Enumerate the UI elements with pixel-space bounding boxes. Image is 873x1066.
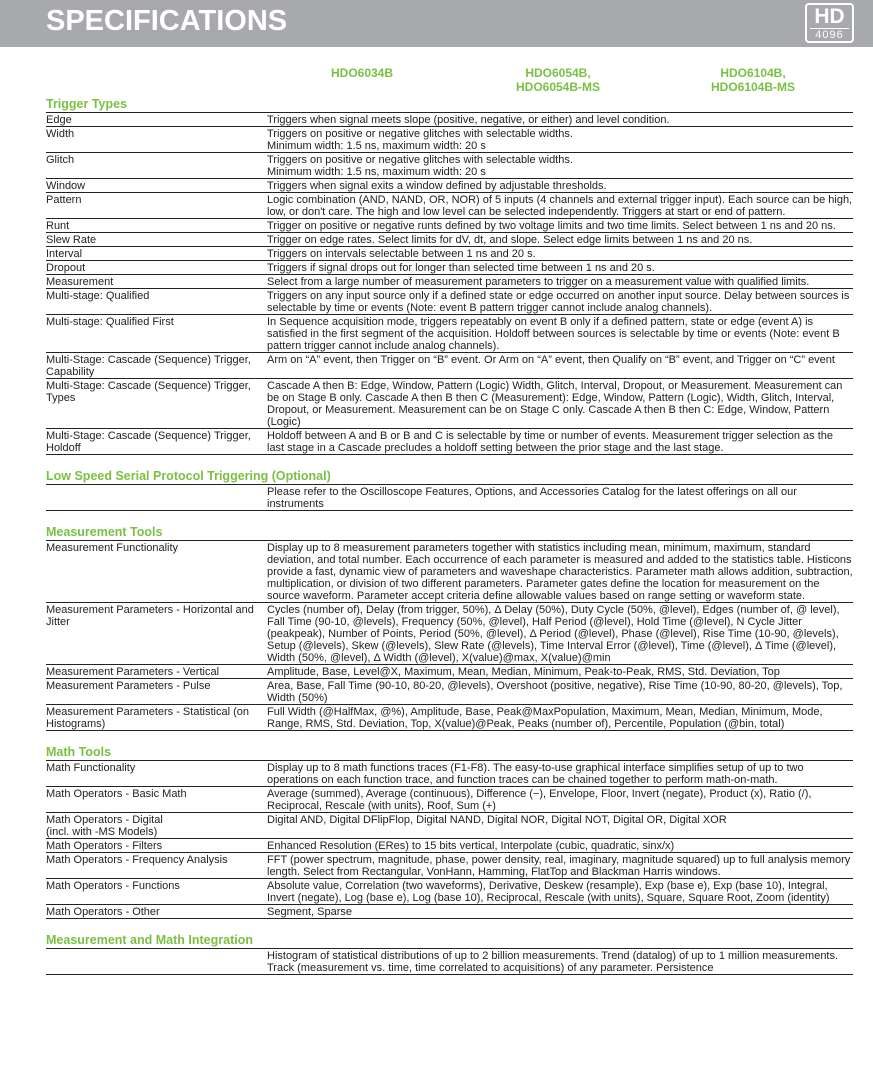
section-title: Trigger Types [46,97,128,111]
spec-row [46,948,853,975]
spec-value: Arm on “A” event, then Trigger on “B” event. Or Arm on “A” event, then Qualify on “B” event, and Trigger on “C” event [267,354,835,366]
spec-label: Interval [46,248,83,260]
spec-label: Math Operators - Filters [46,840,163,852]
spec-label: Slew Rate [46,234,97,246]
spec-label: Glitch [46,154,75,166]
spec-row [46,379,853,429]
spec-row [46,179,853,193]
spec-label [46,949,267,974]
spec-row [46,787,853,813]
spec-value: FFT (power spectrum, magnitude, phase, power density, real, imaginary, magnitude squared) up to full analysis memory length. Select from Rectangular, VonHann, Hamming, FlatTop and Blackman Harris windows. [267,854,851,878]
spec-label: Width [46,128,75,140]
spec-value: Area, Base, Fall Time (90-10, 80-20, @levels), Overshoot (positive, negative), Rise Time (10-90, 80-20, @levels), Top, Width (50%) [267,680,843,704]
model-name-ms: HDO6104B-MS [710,80,796,94]
spec-label: Math Operators - Frequency Analysis [46,854,228,866]
spec-label: Multi-stage: Qualified First [46,316,174,328]
spec-value: Triggers on positive or negative glitches with selectable widths. Minimum width: 1.5 ns, maximum width: 20 s [267,128,573,152]
spec-row [46,289,853,315]
spec-value: Trigger on edge rates. Select limits for dV, dt, and slope. Select edge limits between 1 ns and 20 ns. [267,234,753,246]
spec-label: Measurement [46,276,114,288]
spec-row [46,219,853,233]
section-title: Measurement and Math Integration [46,933,253,947]
spec-value: Triggers if signal drops out for longer than selected time between 1 ns and 20 s. [267,262,655,274]
spec-table [46,97,853,975]
spec-value: Amplitude, Base, Level@X, Maximum, Mean, Median, Minimum, Peak-to-Peak, RMS, Std. Deviation, Top [267,666,780,678]
spec-section [46,745,853,919]
spec-label: Dropout [46,262,86,274]
spec-value: Display up to 8 measurement parameters together with statistics including mean, minimum, maximum, standard deviation, and total number. Each occurrence of each parameter is measured and added to the statistics table. Histicons provide a fast, dynamic view of parameters and waveshape characteristics. Parameter math allows addition, subtraction, multiplication, or division of two different parameters. Parameter gates define the location for measurement on the source waveform. Parameter accept criteria define allowable values based on range setting or waveform state. [267,542,853,602]
section-title: Measurement Tools [46,525,163,539]
model-name: HDO6054B, [525,66,591,80]
page-header [0,0,873,47]
spec-label: Measurement Parameters - Horizontal and Jitter [46,604,254,628]
spec-value: Cycles (number of), Delay (from trigger, 50%), Δ Delay (50%), Duty Cycle (50%, @level), Edges (number of, @ level), Fall Time (90-10, @levels), Frequency (50%, @level), Half Period (@level), Hold Time (@level), N Cycle Jitter (peakpeak), Number of Points, Period (50%, @level), Δ Period (@level), Phase (@level), Rise Time (10-90, @levels), Setup (@levels), Skew (@levels), Slew Rate (@levels), Time Interval Error (@level), Time (@level), Δ Time (@level), Width (50%, @level), Δ Width (@level), X(value)@max, X(value)@min [267,604,840,664]
spec-value: Triggers on intervals selectable between 1 ns and 20 s. [267,248,536,260]
spec-label: Multi-Stage: Cascade (Sequence) Trigger, Holdoff [46,430,251,454]
spec-row [46,247,853,261]
spec-row [46,879,853,905]
hd-logo-text: HD [814,5,845,28]
spec-row [46,484,853,511]
spec-label: Measurement Parameters - Pulse [46,680,211,692]
spec-row [46,112,853,127]
spec-value: Display up to 8 math functions traces (F1-F8). The easy-to-use graphical interface simplifies setup of up to two operations on each function trace, and function traces can be chained together to perform math-on-math. [267,762,804,786]
spec-label [46,485,267,510]
spec-value: In Sequence acquisition mode, triggers repeatably on event B only if a defined pattern, state or edge (event A) is satisfied in the first segment of the acquisition. Holdoff between sources is selectable by time or events (Note: event B pattern trigger cannot include analog channels). [267,316,840,352]
spec-section [46,933,853,975]
spec-value: Full Width (@HalfMax, @%), Amplitude, Base, Peak@MaxPopulation, Maximum, Mean, Median, Minimum, Mode, Range, RMS, Std. Deviation, Top, X(value)@Peak, Peaks (number of), Percentile, Population (@bin, total) [267,706,823,730]
spec-label: Measurement Parameters - Vertical [46,666,220,678]
spec-label: Edge [46,114,72,126]
spec-row [46,261,853,275]
spec-row [46,665,853,679]
section-title: Low Speed Serial Protocol Triggering (Optional) [46,469,331,483]
spec-value: Logic combination (AND, NAND, OR, NOR) of 5 inputs (4 channels and external trigger input). Each source can be high, low, or don't care. The high and low level can be selected independently. Triggers at start or end of pattern. [267,194,853,218]
spec-label: Measurement Functionality [46,542,179,554]
spec-value: Trigger on positive or negative runts defined by two voltage limits and two time limits. Select between 1 ns and 20 ns. [267,220,836,232]
spec-label: Math Operators - Basic Math [46,788,187,800]
spec-value: Histogram of statistical distributions of up to 2 billion measurements. Trend (datalog) of up to 1 million measurements. Track (measurement vs. time, time correlated to acquisitions) of any parameter. Persistence [267,950,839,974]
spec-row [46,233,853,247]
spec-row [46,193,853,219]
spec-row [46,275,853,289]
spec-label: Math Operators - Digital (incl. with -MS Models) [46,814,163,838]
spec-section [46,469,853,511]
model-column-1 [282,66,442,80]
spec-section [46,97,853,455]
section-title: Math Tools [46,745,112,759]
spec-row [46,839,853,853]
model-column-3 [673,66,833,94]
model-column-2 [478,66,638,94]
spec-row [46,315,853,353]
spec-label: Runt [46,220,70,232]
model-name-ms: HDO6054B-MS [515,80,601,94]
spec-label: Math Operators - Other [46,906,160,918]
spec-row [46,853,853,879]
spec-value: Holdoff between A and B or B and C is selectable by time or number of events. Measurement trigger selection as the last stage in a Cascade precludes a holdoff setting between the prior stage and the last stage. [267,430,833,454]
spec-label: Window [46,180,86,192]
spec-value: Cascade A then B: Edge, Window, Pattern (Logic) Width, Glitch, Interval, Dropout, or Measurement. Measurement can be on Stage B only. Cascade A then B then C (Measurement): Edge, Window, Pattern (Logic), Width, Glitch, Interval, Dropout, or Measurement. Measurement can be on Stage C only. Cascade A then B then C: Edge, Window, Pattern (Logic) [267,380,843,428]
spec-row [46,760,853,787]
spec-label: Pattern [46,194,82,206]
spec-value: Average (summed), Average (continuous), Difference (−), Envelope, Floor, Invert (negate), Product (x), Ratio (/), Reciprocal, Rescale (with units), Roof, Sum (+) [267,788,812,812]
spec-value: Triggers when signal exits a window defined by adjustable thresholds. [267,180,607,192]
spec-value: Digital AND, Digital DFlipFlop, Digital NAND, Digital NOR, Digital NOT, Digital OR, Digital XOR [267,814,727,826]
spec-value: Please refer to the Oscilloscope Features, Options, and Accessories Catalog for the latest offerings on all our instruments [267,486,797,510]
spec-label: Multi-stage: Qualified [46,290,150,302]
page-title: SPECIFICATIONS [46,5,288,37]
spec-label: Multi-Stage: Cascade (Sequence) Trigger, Types [46,380,251,404]
model-name: HDO6104B, [720,66,786,80]
spec-row [46,540,853,603]
spec-row [46,353,853,379]
spec-value: Triggers on any input source only if a defined state or edge occurred on another input source. Delay between sources is selectable by time or events (Note: event B pattern trigger cannot include analog channels). [267,290,850,314]
spec-value: Triggers on positive or negative glitches with selectable widths. Minimum width: 1.5 ns, maximum width: 20 s [267,154,573,178]
model-name: HDO6034B [330,66,394,80]
spec-row [46,603,853,665]
spec-value: Segment, Sparse [267,906,352,918]
spec-value: Enhanced Resolution (ERes) to 15 bits vertical, Interpolate (cubic, quadratic, sinx/x) [267,840,675,852]
hd-logo-number: 4096 [810,28,849,41]
spec-row [46,813,853,839]
spec-label: Math Operators - Functions [46,880,180,892]
spec-row [46,905,853,919]
spec-row [46,679,853,705]
spec-row [46,429,853,455]
spec-label: Measurement Parameters - Statistical (on Histograms) [46,706,249,730]
spec-row [46,127,853,153]
hd4096-logo [805,3,854,43]
spec-value: Absolute value, Correlation (two waveforms), Derivative, Deskew (resample), Exp (base e), Exp (base 10), Integral, Invert (negate), Log (base e), Log (base 10), Reciprocal, Rescale (with units), Square, Square Root, Zoom (identity) [267,880,830,904]
spec-value: Select from a large number of measurement parameters to trigger on a measurement value with qualified limits. [267,276,810,288]
spec-row [46,153,853,179]
spec-value: Triggers when signal meets slope (positive, negative, or either) and level condition. [267,114,670,126]
spec-label: Math Functionality [46,762,136,774]
spec-row [46,705,853,731]
spec-label: Multi-Stage: Cascade (Sequence) Trigger, Capability [46,354,251,378]
spec-section [46,525,853,731]
